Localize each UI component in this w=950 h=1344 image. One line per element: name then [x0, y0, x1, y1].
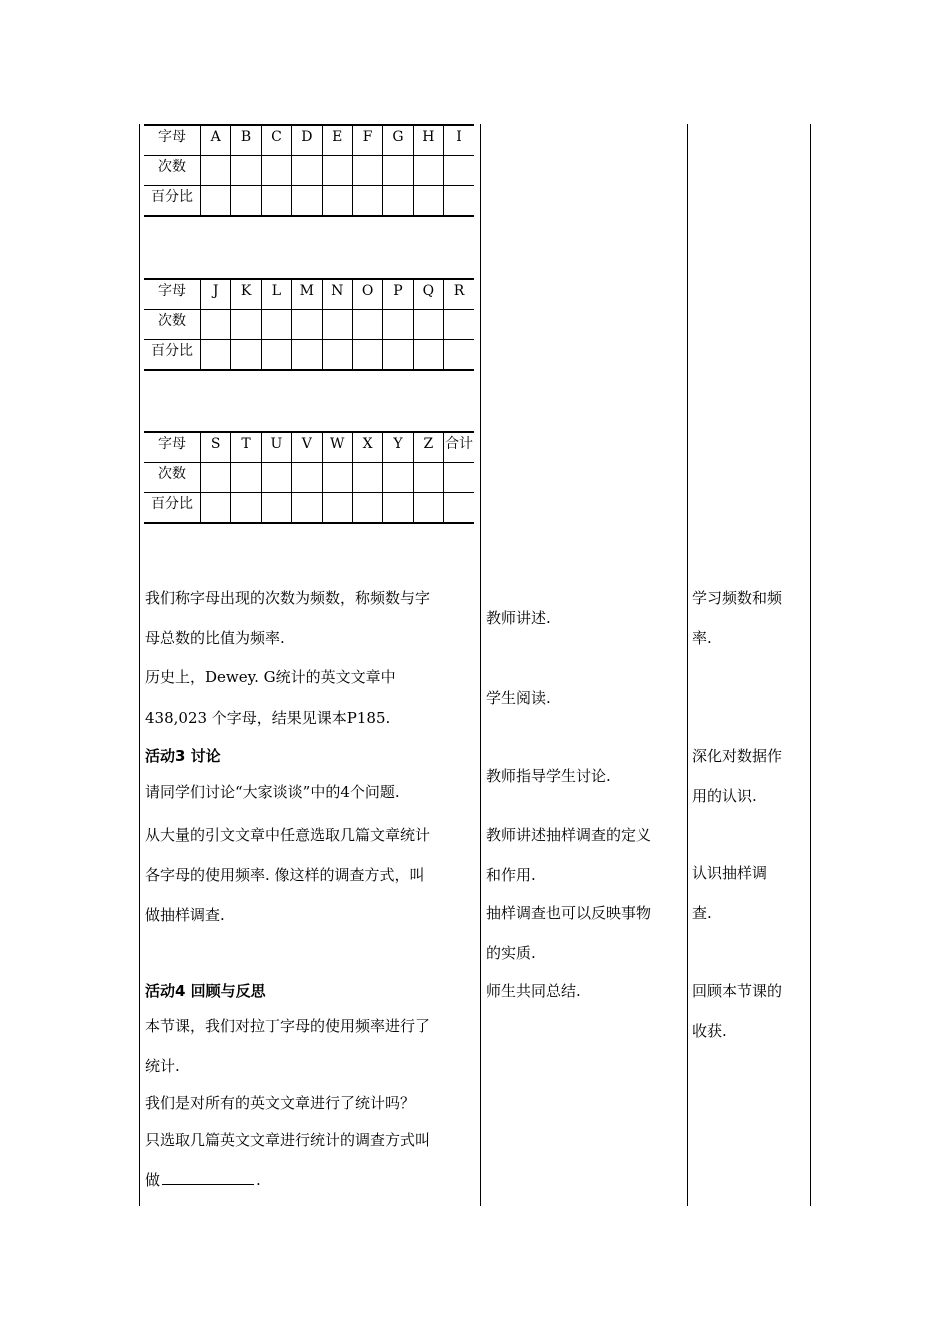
letter-cell: A — [201, 125, 231, 156]
activity4-line4: 只选取几篇英文文章进行统计的调查方式叫 — [145, 1131, 431, 1149]
letter-cell: E — [322, 125, 352, 156]
design-intent-4: 用的认识. — [692, 787, 757, 805]
empty-cell — [231, 310, 261, 340]
fill-suffix: . — [256, 1171, 261, 1189]
activity3-line1: 请同学们讨论“大家谈谈”中的4个问题. — [145, 783, 400, 801]
activity4-title: 活动4 回顾与反思 — [145, 982, 266, 1000]
empty-cell — [352, 340, 382, 371]
count-row — [144, 463, 474, 493]
empty-cell — [292, 493, 322, 524]
row-header-percent: 百分比 — [144, 493, 201, 524]
empty-cell — [231, 493, 261, 524]
empty-cell — [292, 156, 322, 186]
letter-row — [144, 125, 474, 156]
empty-cell — [292, 310, 322, 340]
fill-prefix: 做 — [145, 1171, 161, 1189]
table-border-left — [139, 124, 140, 1206]
empty-cell — [292, 463, 322, 493]
empty-cell — [352, 493, 382, 524]
activity4-line3: 我们是对所有的英文文章进行了统计吗？ — [145, 1094, 416, 1112]
empty-cell — [413, 156, 443, 186]
empty-cell — [322, 186, 352, 217]
letter-cell: Y — [383, 432, 413, 463]
empty-cell — [322, 463, 352, 493]
letter-table-j-r — [144, 278, 474, 371]
total-cell: 合计 — [444, 432, 475, 463]
table-border-col3 — [687, 124, 688, 1206]
teacher-action-6: 抽样调查也可以反映事物 — [486, 904, 652, 922]
row-header-letter: 字母 — [144, 432, 201, 463]
teacher-action-5: 和作用. — [486, 866, 536, 884]
frequency-definition-line1: 我们称字母出现的次数为频数，称频数与字 — [145, 589, 431, 607]
history-line1: 历史上，Dewey. G统计的英文文章中 — [145, 668, 396, 686]
empty-cell — [413, 310, 443, 340]
letter-cell: L — [261, 279, 291, 310]
row-header-percent: 百分比 — [144, 186, 201, 217]
activity3-line3: 各字母的使用频率. 像这样的调查方式，叫 — [145, 866, 425, 884]
letter-cell: M — [292, 279, 322, 310]
empty-cell — [322, 493, 352, 524]
empty-cell — [201, 463, 231, 493]
letter-cell: R — [444, 279, 475, 310]
empty-cell — [201, 310, 231, 340]
design-intent-8: 收获. — [692, 1022, 727, 1040]
empty-cell — [231, 186, 261, 217]
design-intent-1: 学习频数和频 — [692, 589, 783, 607]
teacher-action-2: 学生阅读. — [486, 689, 551, 707]
empty-cell — [444, 156, 475, 186]
percent-row — [144, 340, 474, 371]
empty-cell — [413, 493, 443, 524]
letter-cell: F — [352, 125, 382, 156]
design-intent-2: 率. — [692, 629, 712, 647]
fill-in-blank — [162, 1170, 254, 1185]
letter-table-s-z — [144, 431, 474, 524]
activity3-title: 活动3 讨论 — [145, 747, 221, 765]
empty-cell — [383, 463, 413, 493]
teacher-action-8: 师生共同总结. — [486, 982, 581, 1000]
empty-cell — [352, 186, 382, 217]
activity4-line1: 本节课，我们对拉丁字母的使用频率进行了 — [145, 1017, 431, 1035]
percent-row — [144, 186, 474, 217]
letter-cell: W — [322, 432, 352, 463]
empty-cell — [322, 310, 352, 340]
empty-cell — [201, 156, 231, 186]
letter-cell: I — [444, 125, 475, 156]
activity4-line2: 统计. — [145, 1057, 180, 1075]
teacher-action-4: 教师讲述抽样调查的定义 — [486, 826, 652, 844]
teacher-action-1: 教师讲述. — [486, 609, 551, 627]
design-intent-7: 回顾本节课的 — [692, 982, 783, 1000]
teacher-action-3: 教师指导学生讨论. — [486, 767, 611, 785]
empty-cell — [383, 493, 413, 524]
empty-cell — [261, 156, 291, 186]
row-header-count: 次数 — [144, 156, 201, 186]
empty-cell — [444, 493, 475, 524]
table-border-col2 — [480, 124, 481, 1206]
letter-cell: C — [261, 125, 291, 156]
empty-cell — [261, 463, 291, 493]
empty-cell — [413, 340, 443, 371]
letter-cell: O — [352, 279, 382, 310]
letter-cell: V — [292, 432, 322, 463]
design-intent-6: 查. — [692, 904, 712, 922]
activity3-line2: 从大量的引文文章中任意选取几篇文章统计 — [145, 826, 431, 844]
empty-cell — [261, 186, 291, 217]
letter-table-a-i — [144, 124, 474, 217]
empty-cell — [231, 340, 261, 371]
letter-cell: U — [261, 432, 291, 463]
empty-cell — [261, 340, 291, 371]
letter-row — [144, 432, 474, 463]
letter-cell: T — [231, 432, 261, 463]
history-line2: 438,023 个字母，结果见课本P185. — [145, 709, 391, 727]
letter-cell: Q — [413, 279, 443, 310]
letter-cell: N — [322, 279, 352, 310]
letter-cell: D — [292, 125, 322, 156]
empty-cell — [261, 310, 291, 340]
letter-cell: K — [231, 279, 261, 310]
empty-cell — [383, 310, 413, 340]
letter-cell: H — [413, 125, 443, 156]
empty-cell — [231, 463, 261, 493]
row-header-letter: 字母 — [144, 279, 201, 310]
empty-cell — [292, 340, 322, 371]
letter-cell: P — [383, 279, 413, 310]
row-header-count: 次数 — [144, 463, 201, 493]
frequency-definition-line2: 母总数的比值为频率. — [145, 629, 285, 647]
letter-cell: S — [201, 432, 231, 463]
empty-cell — [352, 463, 382, 493]
empty-cell — [413, 463, 443, 493]
empty-cell — [261, 493, 291, 524]
empty-cell — [231, 156, 261, 186]
letter-cell: G — [383, 125, 413, 156]
percent-row — [144, 493, 474, 524]
table-border-right — [810, 124, 811, 1206]
row-header-count: 次数 — [144, 310, 201, 340]
letter-cell: J — [201, 279, 231, 310]
letter-cell: B — [231, 125, 261, 156]
row-header-letter: 字母 — [144, 125, 201, 156]
empty-cell — [413, 186, 443, 217]
teacher-action-7: 的实质. — [486, 944, 536, 962]
empty-cell — [201, 186, 231, 217]
empty-cell — [444, 340, 475, 371]
activity3-line4: 做抽样调查. — [145, 906, 225, 924]
row-header-percent: 百分比 — [144, 340, 201, 371]
empty-cell — [322, 156, 352, 186]
count-row — [144, 156, 474, 186]
count-row — [144, 310, 474, 340]
letter-cell: Z — [413, 432, 443, 463]
design-intent-3: 深化对数据作 — [692, 747, 783, 765]
empty-cell — [383, 156, 413, 186]
letter-row — [144, 279, 474, 310]
empty-cell — [352, 156, 382, 186]
empty-cell — [444, 463, 475, 493]
empty-cell — [201, 340, 231, 371]
empty-cell — [444, 310, 475, 340]
empty-cell — [383, 186, 413, 217]
empty-cell — [352, 310, 382, 340]
empty-cell — [383, 340, 413, 371]
empty-cell — [292, 186, 322, 217]
empty-cell — [322, 340, 352, 371]
letter-cell: X — [352, 432, 382, 463]
design-intent-5: 认识抽样调 — [692, 864, 768, 882]
empty-cell — [444, 186, 475, 217]
empty-cell — [201, 493, 231, 524]
activity4-line5 — [145, 1170, 261, 1190]
